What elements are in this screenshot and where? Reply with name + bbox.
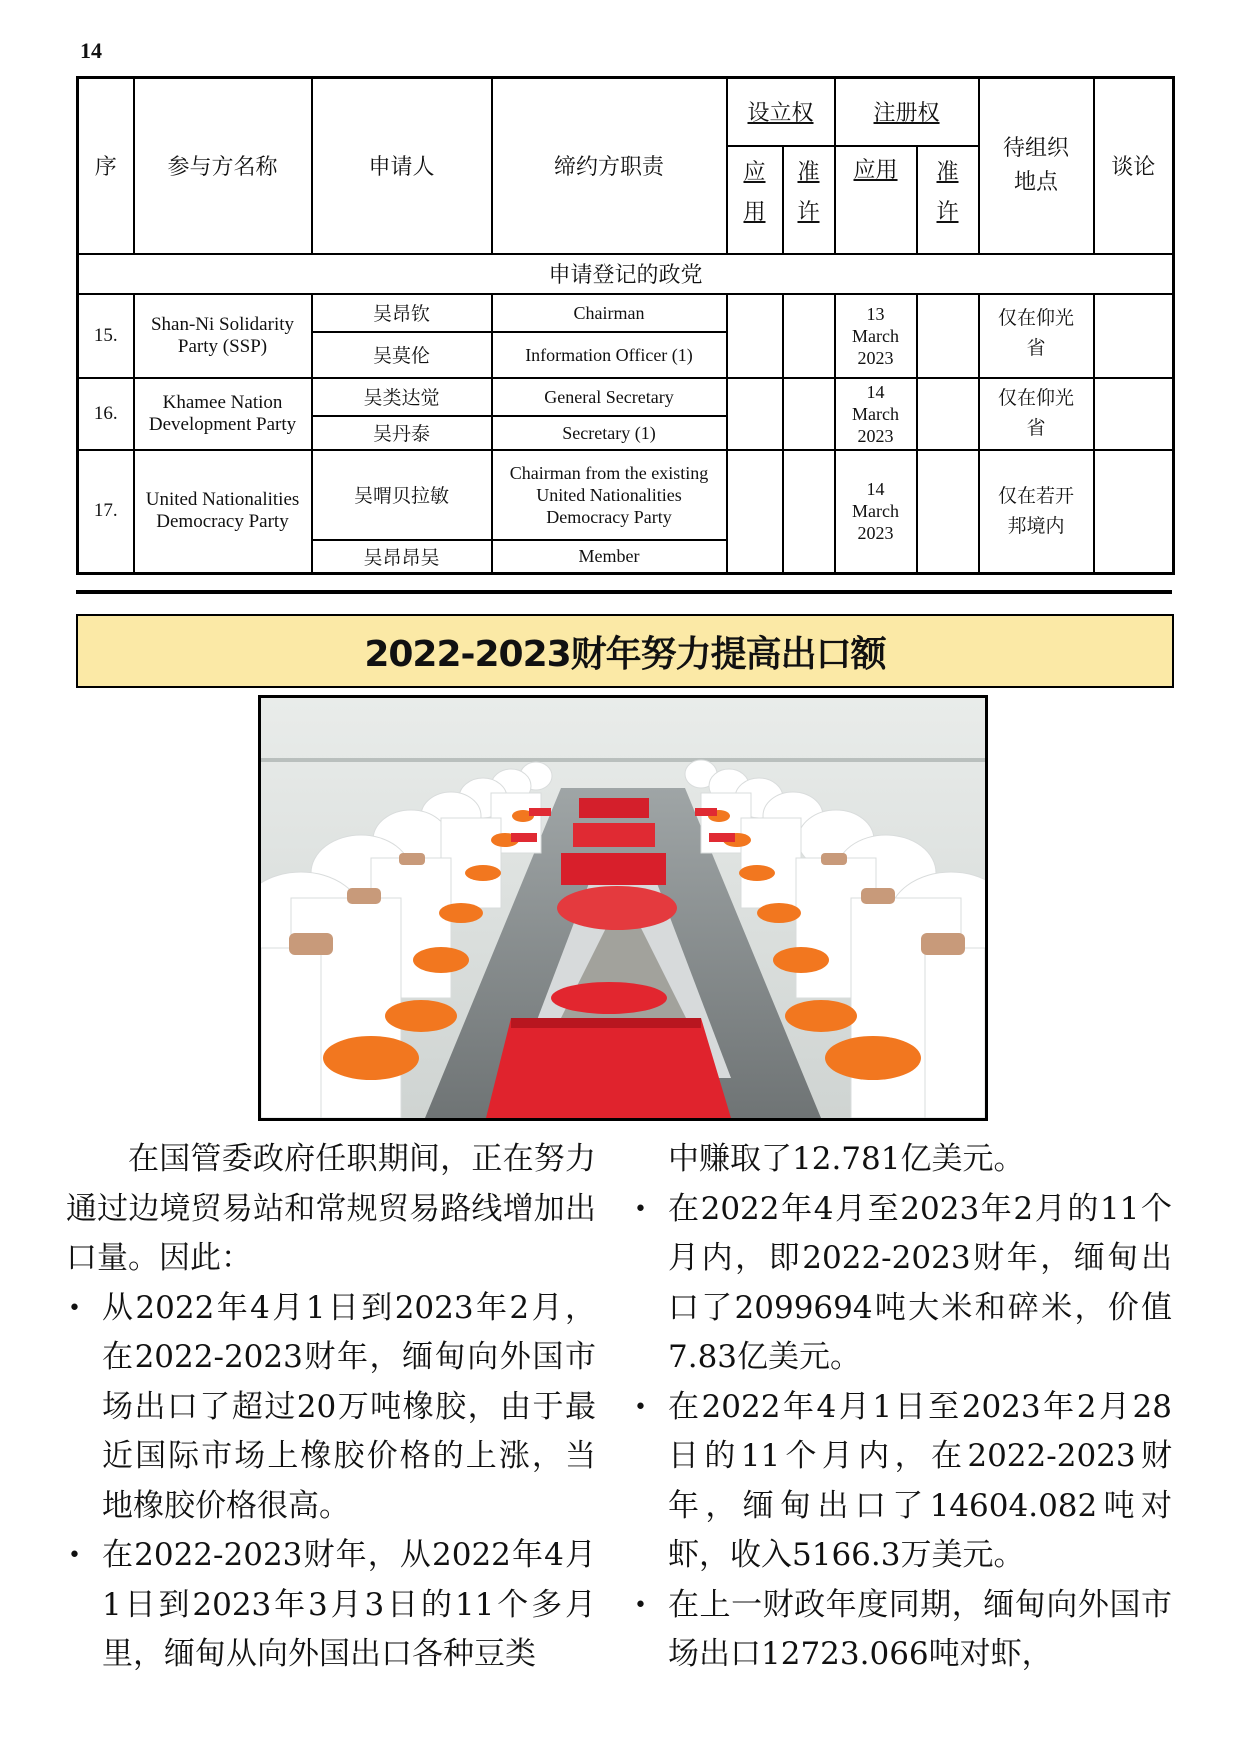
section-divider	[76, 590, 1172, 594]
header-register-apply: 应用	[853, 157, 898, 183]
member-role: Member	[492, 540, 727, 574]
header-register-right: 注册权	[873, 101, 940, 127]
register-grant-cell	[917, 294, 979, 378]
list-item: • 在上一财政年度同期，缅甸向外国市场出口12723.066吨对虾，	[632, 1581, 1172, 1680]
establish-apply-cell	[727, 294, 783, 378]
list-item: • 在2022年4月至2023年2月的11个月内，即2022-2023财年，缅甸出口了2099694吨大米和碎米，价值7.83亿美元。	[632, 1185, 1172, 1383]
header-applicant: 申请人	[312, 78, 492, 254]
register-date: 14 March 2023	[835, 378, 917, 450]
article-continuation: 中赚取了12.781亿美元。	[668, 1141, 1025, 1177]
establish-grant-cell	[783, 450, 835, 574]
header-location: 待组织地点	[979, 78, 1094, 254]
member-role: General Secretary	[492, 378, 727, 416]
member-role: Chairman from the existing United Nationalities Democracy Party	[492, 450, 727, 540]
list-item: • 在2022-2023财年，从2022年4月1日到2023年3月3日的11个多月里，缅甸从向外国出口各种豆类	[66, 1531, 596, 1680]
establish-apply-cell	[727, 378, 783, 450]
applicant-name: 吴昂昂吴	[312, 540, 492, 574]
article-column-left	[66, 1135, 596, 1680]
establish-apply-cell	[727, 450, 783, 574]
applicant-name: 吴类达觉	[312, 378, 492, 416]
table-row	[78, 450, 1174, 540]
bullet-list-right	[632, 1185, 1172, 1680]
party-name: Shan-Ni Solidarity Party (SSP)	[134, 294, 312, 378]
party-name: Khamee Nation Development Party	[134, 378, 312, 450]
register-grant-cell	[917, 378, 979, 450]
bullet-list-left	[66, 1284, 596, 1680]
shrimp-processing-photo	[258, 695, 988, 1121]
applicant-name: 吴丹泰	[312, 416, 492, 450]
section-title: 申请登记的政党	[78, 254, 1174, 294]
register-grant-cell	[917, 450, 979, 574]
article-title-banner	[76, 614, 1174, 688]
party-name: United Nationalities Democracy Party	[134, 450, 312, 574]
establish-grant-cell	[783, 378, 835, 450]
table-row	[78, 378, 1174, 416]
location-cell: 仅在仰光省	[979, 294, 1094, 378]
header-comment: 谈论	[1094, 78, 1174, 254]
comment-cell	[1094, 450, 1174, 574]
header-duties: 缔约方职责	[492, 78, 727, 254]
applicant-name: 吴喟贝拉敏	[312, 450, 492, 540]
header-seq: 序	[78, 78, 134, 254]
list-item: • 在2022年4月1日至2023年2月28日的11个月内，在2022-2023财年，缅甸出口了14604.082吨对虾，收入5166.3万美元。	[632, 1383, 1172, 1581]
header-party-name: 参与方名称	[134, 78, 312, 254]
header-establish-apply: 应用	[743, 159, 766, 225]
article-column-right	[632, 1135, 1172, 1680]
location-cell: 仅在若开邦境内	[979, 450, 1094, 574]
article-title: 2022-2023财年努力提高出口额	[364, 633, 886, 675]
article-intro: 在国管委政府任职期间，正在努力通过边境贸易站和常规贸易路线增加出口量。因此：	[66, 1141, 596, 1276]
register-date: 14 March 2023	[835, 450, 917, 574]
row-number: 17.	[78, 450, 134, 574]
member-role: Secretary (1)	[492, 416, 727, 450]
header-register-grant: 准许	[936, 159, 959, 225]
applicant-name: 吴莫伦	[312, 332, 492, 378]
row-number: 15.	[78, 294, 134, 378]
header-establish-grant: 准许	[797, 159, 820, 225]
location-cell: 仅在仰光省	[979, 378, 1094, 450]
page-number: 14	[80, 38, 102, 63]
row-number: 16.	[78, 378, 134, 450]
member-role: Chairman	[492, 294, 727, 332]
register-date: 13 March 2023	[835, 294, 917, 378]
table-row	[78, 294, 1174, 332]
member-role: Information Officer (1)	[492, 332, 727, 378]
comment-cell	[1094, 294, 1174, 378]
establish-grant-cell	[783, 294, 835, 378]
party-registration-table	[76, 76, 1172, 575]
list-item: • 从2022年4月1日到2023年2月，在2022-2023财年，缅甸向外国市场出口了超过20万吨橡胶，由于最近国际市场上橡胶价格的上涨，当地橡胶价格很高。	[66, 1284, 596, 1532]
comment-cell	[1094, 378, 1174, 450]
applicant-name: 吴昂钦	[312, 294, 492, 332]
header-establish-right: 设立权	[747, 101, 814, 127]
